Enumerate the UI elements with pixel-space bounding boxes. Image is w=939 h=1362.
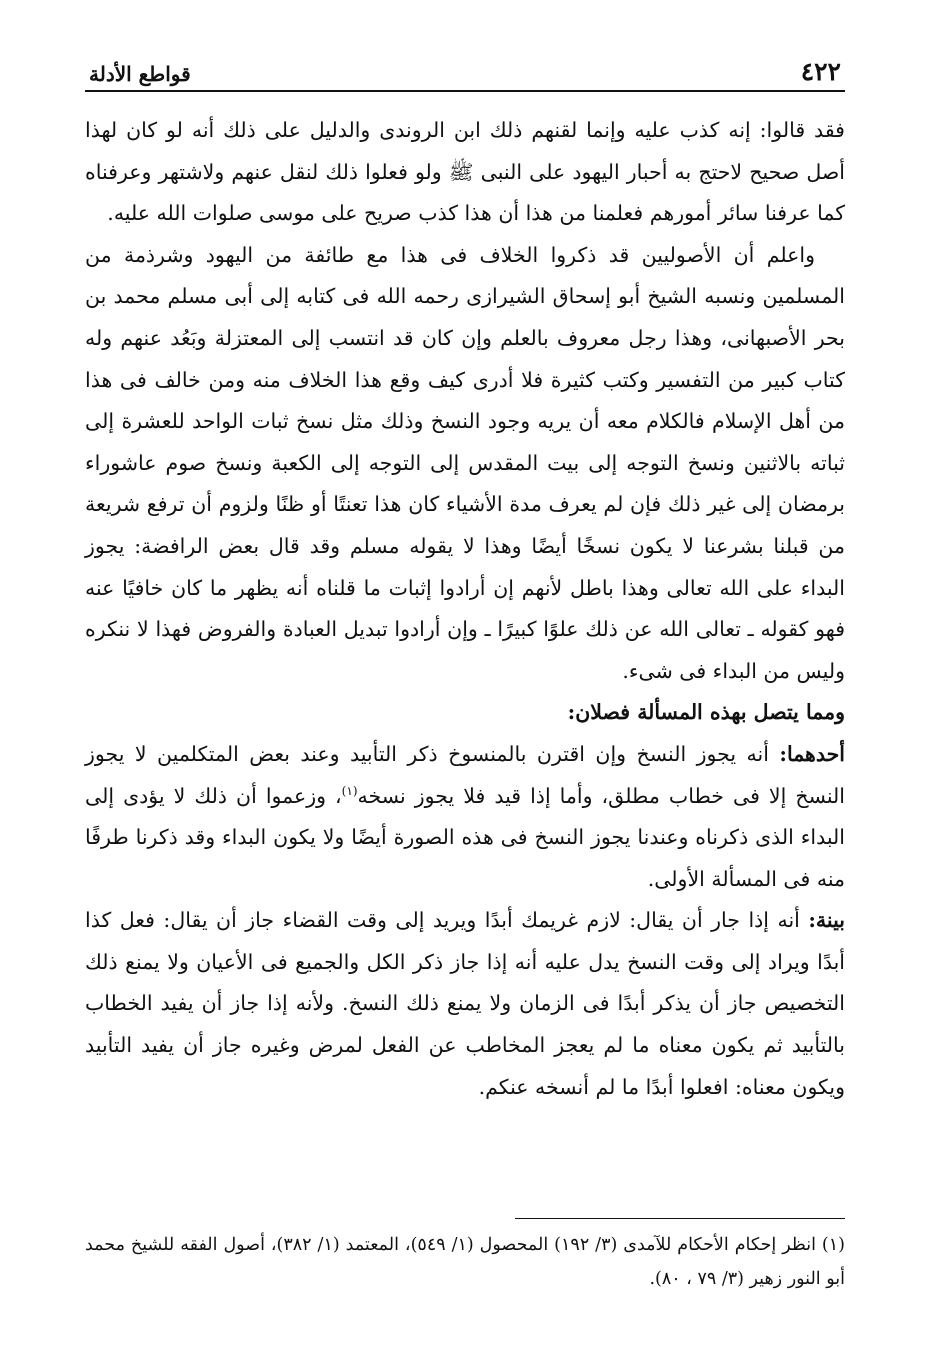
running-title: قواطع الأدلة <box>89 62 191 86</box>
page-number: ٤٢٢ <box>800 57 841 86</box>
proof-lead: بينة: <box>808 908 845 933</box>
first-issue-text: أنه يجوز النسخ وإن اقترن بالمنسوخ ذكر التأبيد وعند بعض المتكلمين لا يجوز النسخ إلا فى خطاب مطلق، وأما إذا قيد فلا يجوز نسخه <box>85 741 845 808</box>
footnotes <box>85 1228 845 1296</box>
body-text <box>85 110 845 1108</box>
footnote-marker[interactable]: (١) <box>341 783 358 798</box>
first-issue-lead: أحدهما: <box>779 741 845 766</box>
first-issue-text-continued: ، وزعموا أن ذلك لا يؤدى إلى البداء الذى ذكرناه وعندنا يجوز النسخ فى هذه الصورة أيضًا ولا يكون البداء وقد ذكرنا طرفًا منه فى المسألة الأولى. <box>85 783 845 891</box>
paragraph: واعلم أن الأصوليين قد ذكروا الخلاف فى هذا مع طائفة من اليهود وشرذمة من المسلمين ونسبه الشيخ أبو إسحاق الشيرازى رحمه الله فى كتابه إلى أبى مسلم محمد بن بحر الأصبهانى، وهذا رجل معروف بالعلم وإن كان قد انتسب إلى المعتزلة وبَعُد عنهم وله كتاب كبير من التفسير وكتب كثيرة فلا أدرى كيف وقع هذا الخلاف منه ومن خالف فى هذا من أهل الإسلام فالكلام معه أن يريه وجود النسخ وذلك مثل نسخ ثبات الواحد للعشرة إلى ثباته بالاثنين ونسخ التوجه إلى بيت المقدس إلى التوجه إلى الكعبة ونسخ صوم عاشوراء برمضان إلى غير ذلك فإن لم يعرف مدة الأشياء كان هذا تعنتًا أو ظنًا ولزوم أن ترفع شريعة من قبلنا بشرعنا لا يكون نسخًا أيضًا وهذا لا يقوله مسلم وقد قال بعض الرافضة: يجوز البداء على الله تعالى وهذا باطل لأنهم إن أرادوا إثبات ما قلناه أنه يظهر ما كان خافيًا عنه فهو كقوله ـ تعالى الله عن ذلك علوًا كبيرًا ـ وإن أرادوا تبديل العبادة والفروض فهذا لا ننكره وليس من البداء فى شىء. <box>85 242 845 683</box>
footnote-item: (١) انظر إحكام الأحكام للآمدى (٣/ ١٩٢) المحصول (١/ ٥٤٩)، المعتمد (١/ ٣٨٢)، أصول الفقه للشيخ محمد أبو النور زهير (٣/ ٧٩ ، ٨٠). <box>85 1235 845 1289</box>
proof-text: أنه إذا جار أن يقال: لازم غريمك أبدًا ويريد إلى وقت القضاء جاز أن يقال: فعل كذا أبدًا ويراد إلى وقت النسخ يدل عليه أنه إذا جاز ذكر الكل والجميع فى الأعيان ولا يمنع ذلك التخصيص جاز أن يذكر أبدًا فى الزمان ولا يمنع ذلك النسخ. ولأنه إذا جاز أن يفيد الخطاب بالتأبيد ثم يكون معناه ما لم يعجز المخاطب عن الفعل لمرض وغيره جاز أن يفيد التأبيد ويكون معناه: افعلوا أبدًا ما لم أنسخه عنكم. <box>85 908 845 1099</box>
page-header <box>85 50 845 92</box>
footnote-divider <box>515 1218 845 1219</box>
paragraph-first-issue <box>85 734 845 900</box>
paragraph: فقد قالوا: إنه كذب عليه وإنما لقنهم ذلك ابن الروندى والدليل على ذلك أنه لو كان لهذا أصل صحيح لاحتج به أحبار اليهود على النبى ﷺ ولو فعلوا ذلك لنقل عنهم ولاشتهر وعرفناه كما عرفنا سائر أمورهم فعلمنا من هذا أن هذا كذب صريح على موسى صلوات الله عليه. <box>85 118 845 226</box>
book-page <box>85 50 845 1289</box>
section-heading: ومما يتصل بهذه المسألة فصلان: <box>567 700 845 725</box>
paragraph-proof <box>85 900 845 1108</box>
